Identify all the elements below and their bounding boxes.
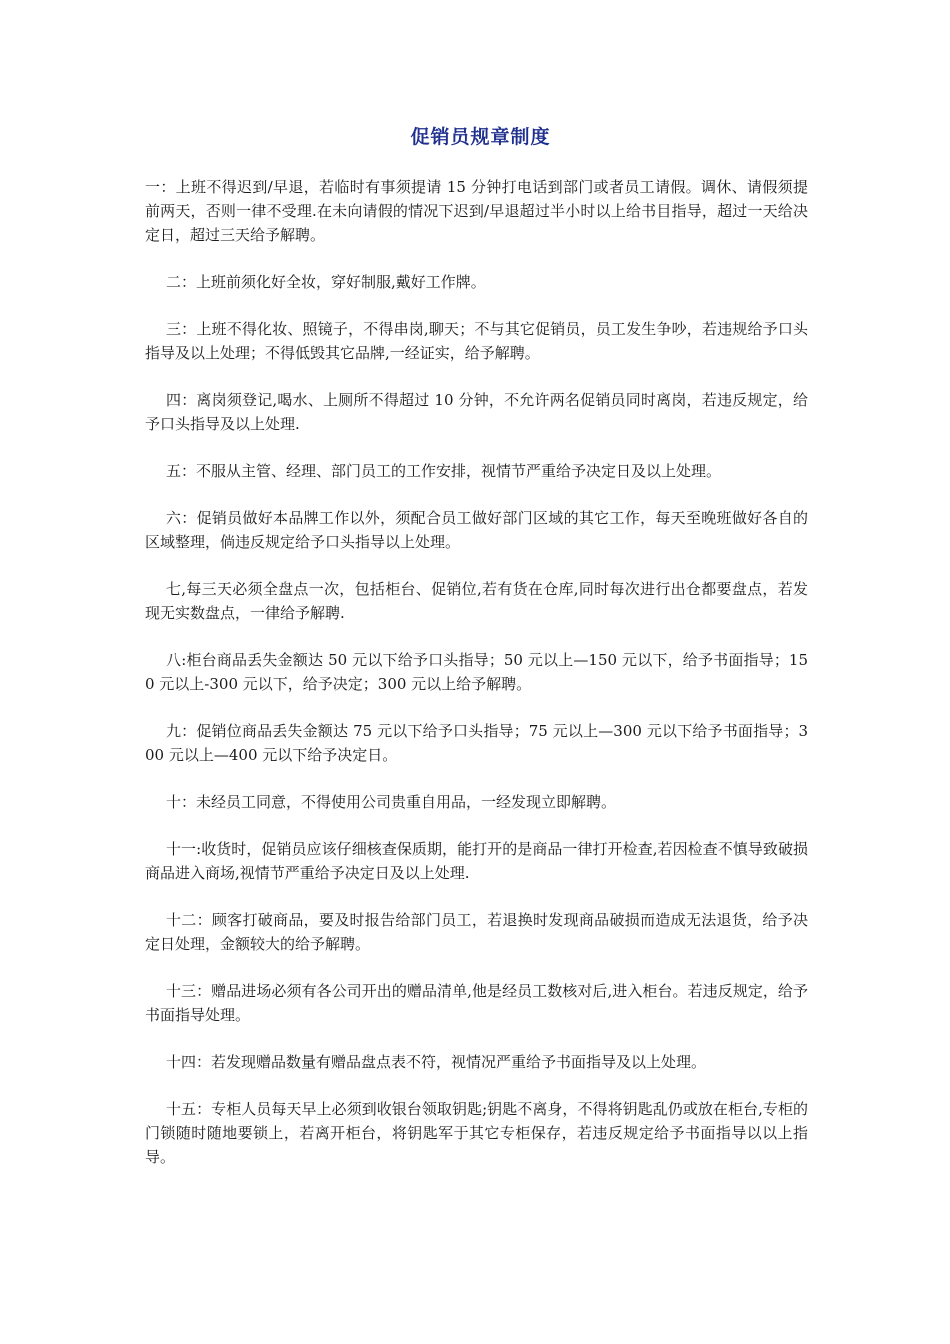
rule-14: 十四：若发现赠品数量有赠品盘点表不符，视情况严重给予书面指导及以上处理。 <box>166 1053 707 1071</box>
rules-list <box>145 175 808 1169</box>
rule-11: 十一:收货时，促销员应该仔细核查保质期，能打开的是商品一律打开检查,若因检查不慎导致破损商品进入商场,视情节严重给予决定日及以上处理. <box>145 840 808 882</box>
rule-8: 八:柜台商品丢失金额达 50 元以下给予口头指导；50 元以上—150 元以下，给予书面指导；150 元以上-300 元以下，给予决定；300 元以上给予解聘。 <box>145 651 808 693</box>
rule-2: 二：上班前须化好全妆，穿好制服,戴好工作牌。 <box>166 273 486 291</box>
rule-9: 九：促销位商品丢失金额达 75 元以下给予口头指导；75 元以上—300 元以下给予书面指导；300 元以上—400 元以下给予决定日。 <box>145 722 808 764</box>
rule-5: 五：不服从主管、经理、部门员工的工作安排，视情节严重给予决定日及以上处理。 <box>166 462 722 480</box>
rule-15: 十五：专柜人员每天早上必须到收银台领取钥匙;钥匙不离身，不得将钥匙乱仍或放在柜台,专柜的门锁随时随地要锁上，若离开柜台，将钥匙军于其它专柜保存，若违反规定给予书面指导以以上指导。 <box>145 1100 808 1166</box>
rule-3: 三：上班不得化妆、照镜子，不得串岗,聊天；不与其它促销员，员工发生争吵，若违规给予口头指导及以上处理；不得低毁其它品牌,一经证实，给予解聘。 <box>145 320 808 362</box>
rule-1: 一：上班不得迟到/早退，若临时有事须提请 15 分钟打电话到部门或者员工请假。调休、请假须提前两天，否则一律不受理.在未向请假的情况下迟到/早退超过半小时以上给书目指导，超过一天给决定日，超过三天给予解聘。 <box>145 178 808 244</box>
rule-10: 十：未经员工同意，不得使用公司贵重自用品，一经发现立即解聘。 <box>166 793 617 811</box>
rule-4: 四：离岗须登记,喝水、上厕所不得超过 10 分钟，不允许两名促销员同时离岗，若违反规定，给予口头指导及以上处理. <box>145 391 808 433</box>
rule-12: 十二：顾客打破商品，要及时报告给部门员工，若退换时发现商品破损而造成无法退货，给予决定日处理，金额较大的给予解聘。 <box>145 911 808 953</box>
rule-13: 十三：赠品进场必须有各公司开出的赠品清单,他是经员工数核对后,进入柜台。若违反规定，给予书面指导处理。 <box>145 982 808 1024</box>
document-title: 促销员规章制度 <box>410 126 551 148</box>
rule-6: 六：促销员做好本品牌工作以外，须配合员工做好部门区域的其它工作，每天至晚班做好各自的区域整理，倘违反规定给予口头指导以上处理。 <box>145 509 808 551</box>
rule-7: 七,每三天必须全盘点一次，包括柜台、促销位,若有货在仓库,同时每次进行出仓都要盘点，若发现无实数盘点，一律给予解聘. <box>145 580 808 622</box>
